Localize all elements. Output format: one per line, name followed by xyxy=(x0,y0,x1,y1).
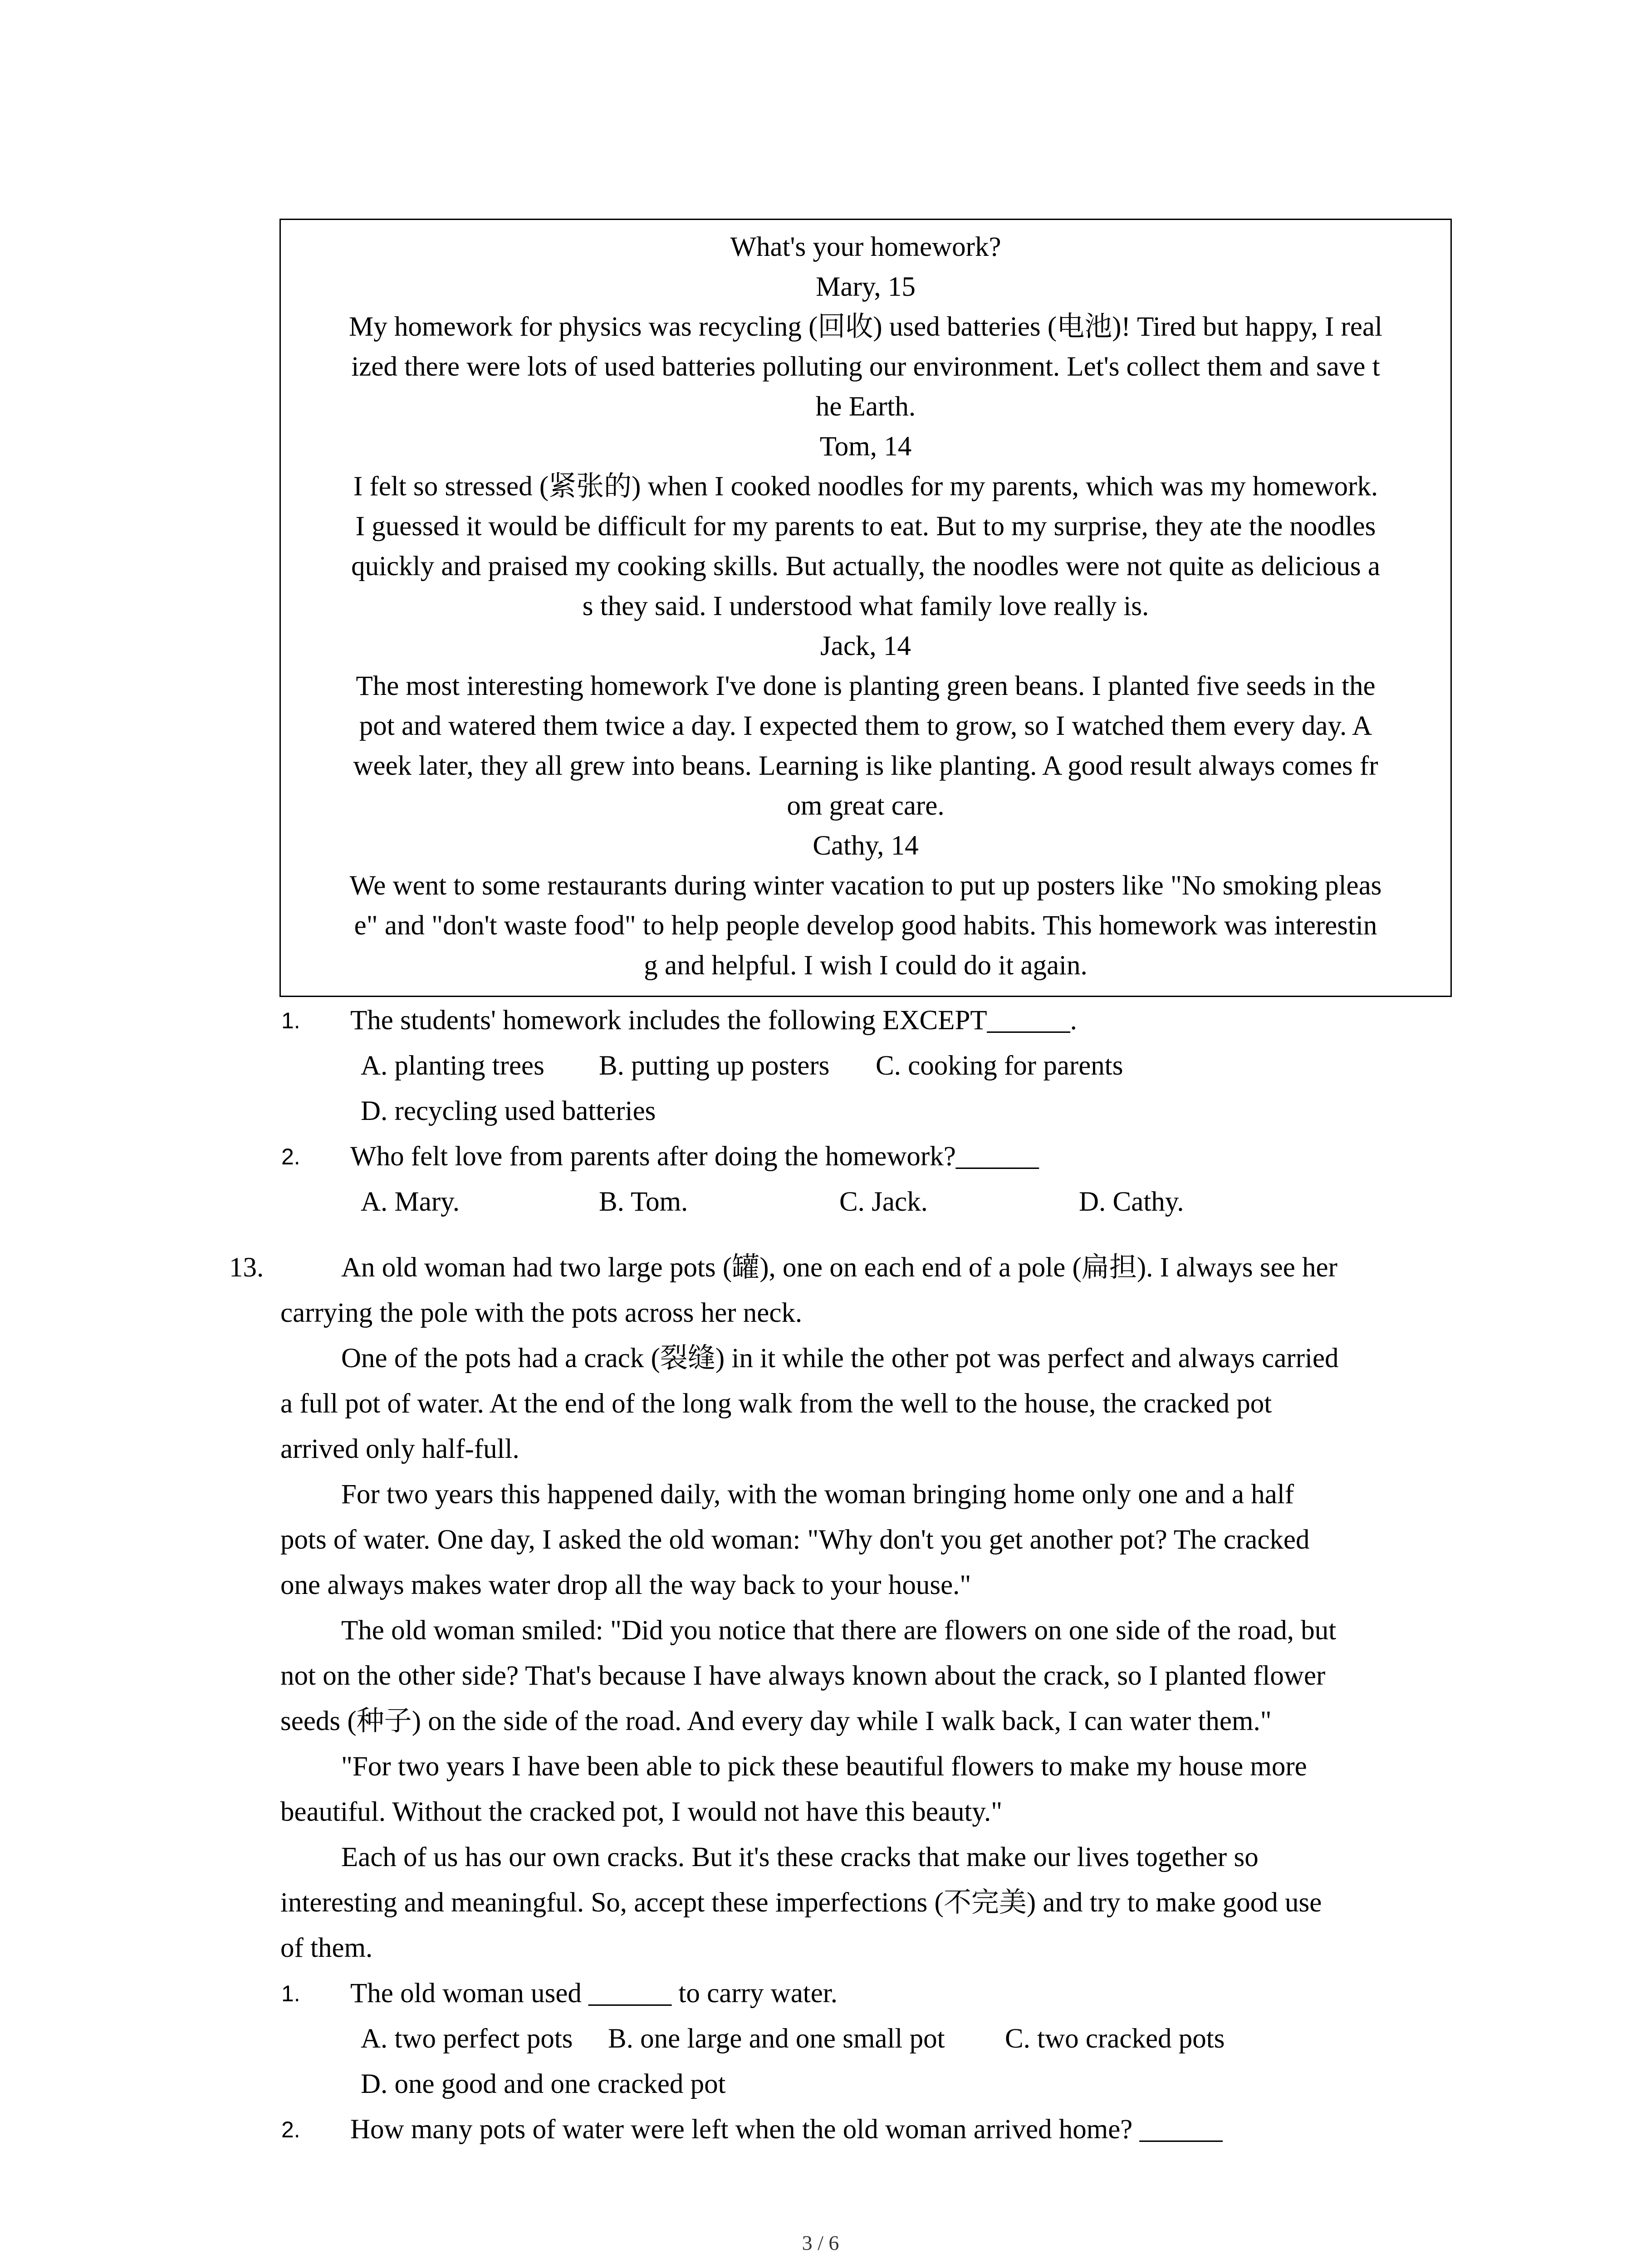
box-author-mary: Mary, 15 xyxy=(816,272,916,302)
q13-item-2-question: How many pots of water were left when the old woman arrived home? ______ xyxy=(350,2114,1223,2145)
q13-item-1-option-a: A. two perfect pots xyxy=(361,2024,573,2054)
box-line: I guessed it would be difficult for my parents to eat. But to my surprise, they ate the noodles xyxy=(355,511,1376,542)
box-line: pot and watered them twice a day. I expected them to grow, so I watched them every day. A xyxy=(359,711,1372,741)
box-line: he Earth. xyxy=(815,391,916,422)
q12-item-1-option-b: B. putting up posters xyxy=(599,1051,830,1081)
box-title: What's your homework? xyxy=(730,232,1001,262)
q13-passage-line: An old woman had two large pots (罐), one on each end of a pole (扁担). I always see her xyxy=(341,1252,1337,1283)
q12-item-1-number: 1. xyxy=(281,1008,300,1033)
q13-passage-line: Each of us has our own cracks. But it's these cracks that make our lives together so xyxy=(341,1842,1259,1872)
box-author-jack: Jack, 14 xyxy=(820,631,911,661)
box-line: My homework for physics was recycling (回收) used batteries (电池)! Tired but happy, I real xyxy=(349,312,1382,342)
box-line: ized there were lots of used batteries polluting our environment. Let's collect them and save t xyxy=(351,352,1380,382)
reading-box xyxy=(279,219,1452,997)
page-number: 3 / 6 xyxy=(802,2231,839,2254)
q13-item-1-question: The old woman used ______ to carry water. xyxy=(350,1978,838,2009)
q13-passage-line: The old woman smiled: "Did you notice that there are flowers on one side of the road, but xyxy=(341,1615,1337,1646)
q13-item-1-number: 1. xyxy=(281,1981,300,2006)
box-line: The most interesting homework I've done is planting green beans. I planted five seeds in the xyxy=(356,671,1376,701)
box-line: We went to some restaurants during winter vacation to put up posters like "No smoking pleas xyxy=(349,870,1382,901)
q12-item-1-option-c: C. cooking for parents xyxy=(876,1051,1123,1081)
q13-passage-line: one always makes water drop all the way back to your house." xyxy=(280,1570,971,1600)
q12-item-1-option-a: A. planting trees xyxy=(361,1051,544,1081)
q12-item-2-option-d: D. Cathy. xyxy=(1079,1187,1184,1217)
q13-item-1-option-c: C. two cracked pots xyxy=(1005,2024,1225,2054)
q12-item-2-question: Who felt love from parents after doing the homework?______ xyxy=(350,1141,1039,1172)
box-line: quickly and praised my cooking skills. But actually, the noodles were not quite as delicious a xyxy=(351,551,1380,582)
q12-item-1-question: The students' homework includes the following EXCEPT______. xyxy=(350,1005,1077,1036)
q13-item-1-option-d: D. one good and one cracked pot xyxy=(361,2069,726,2099)
box-line: s they said. I understood what family love really is. xyxy=(582,591,1149,621)
box-author-tom: Tom, 14 xyxy=(819,431,912,462)
box-line: om great care. xyxy=(787,791,945,821)
q13-passage-line: not on the other side? That's because I have always known about the crack, so I planted flower xyxy=(280,1661,1326,1691)
q12-item-2-option-b: B. Tom. xyxy=(599,1187,688,1217)
q13-passage-line: beautiful. Without the cracked pot, I would not have this beauty." xyxy=(280,1797,1003,1827)
q12-item-1-option-d: D. recycling used batteries xyxy=(361,1096,656,1126)
q13-passage-line: "For two years I have been able to pick these beautiful flowers to make my house more xyxy=(341,1751,1307,1782)
q13-item-2-number: 2. xyxy=(281,2117,300,2142)
box-line: g and helpful. I wish I could do it again. xyxy=(644,950,1087,981)
box-line: e" and "don't waste food" to help people develop good habits. This homework was interestin xyxy=(354,910,1377,941)
q13-passage-line: pots of water. One day, I asked the old woman: "Why don't you get another pot? The cracked xyxy=(280,1525,1310,1555)
q13-passage-line: seeds (种子) on the side of the road. And every day while I walk back, I can water them." xyxy=(280,1706,1272,1736)
box-line: week later, they all grew into beans. Learning is like planting. A good result always comes fr xyxy=(353,751,1378,781)
q13-number: 13. xyxy=(229,1252,264,1283)
q13-passage-line: For two years this happened daily, with the woman bringing home only one and a half xyxy=(341,1479,1294,1510)
box-line: I felt so stressed (紧张的) when I cooked noodles for my parents, which was my homework. xyxy=(353,471,1378,502)
q13-passage-line: interesting and meaningful. So, accept these imperfections (不完美) and try to make good use xyxy=(280,1887,1322,1918)
q13-passage-line: carrying the pole with the pots across her neck. xyxy=(280,1298,803,1328)
q13-item-1-option-b: B. one large and one small pot xyxy=(608,2024,945,2054)
q13-passage-line: arrived only half-full. xyxy=(280,1434,519,1464)
q12-item-2-option-c: C. Jack. xyxy=(839,1187,928,1217)
box-author-cathy: Cathy, 14 xyxy=(813,831,919,861)
q13-passage-line: of them. xyxy=(280,1933,373,1963)
q13-passage-line: a full pot of water. At the end of the long walk from the well to the house, the cracked pot xyxy=(280,1388,1272,1419)
q12-item-2-number: 2. xyxy=(281,1144,300,1169)
q13-passage-line: One of the pots had a crack (裂缝) in it while the other pot was perfect and always carried xyxy=(341,1343,1339,1374)
q12-item-2-option-a: A. Mary. xyxy=(361,1187,460,1217)
